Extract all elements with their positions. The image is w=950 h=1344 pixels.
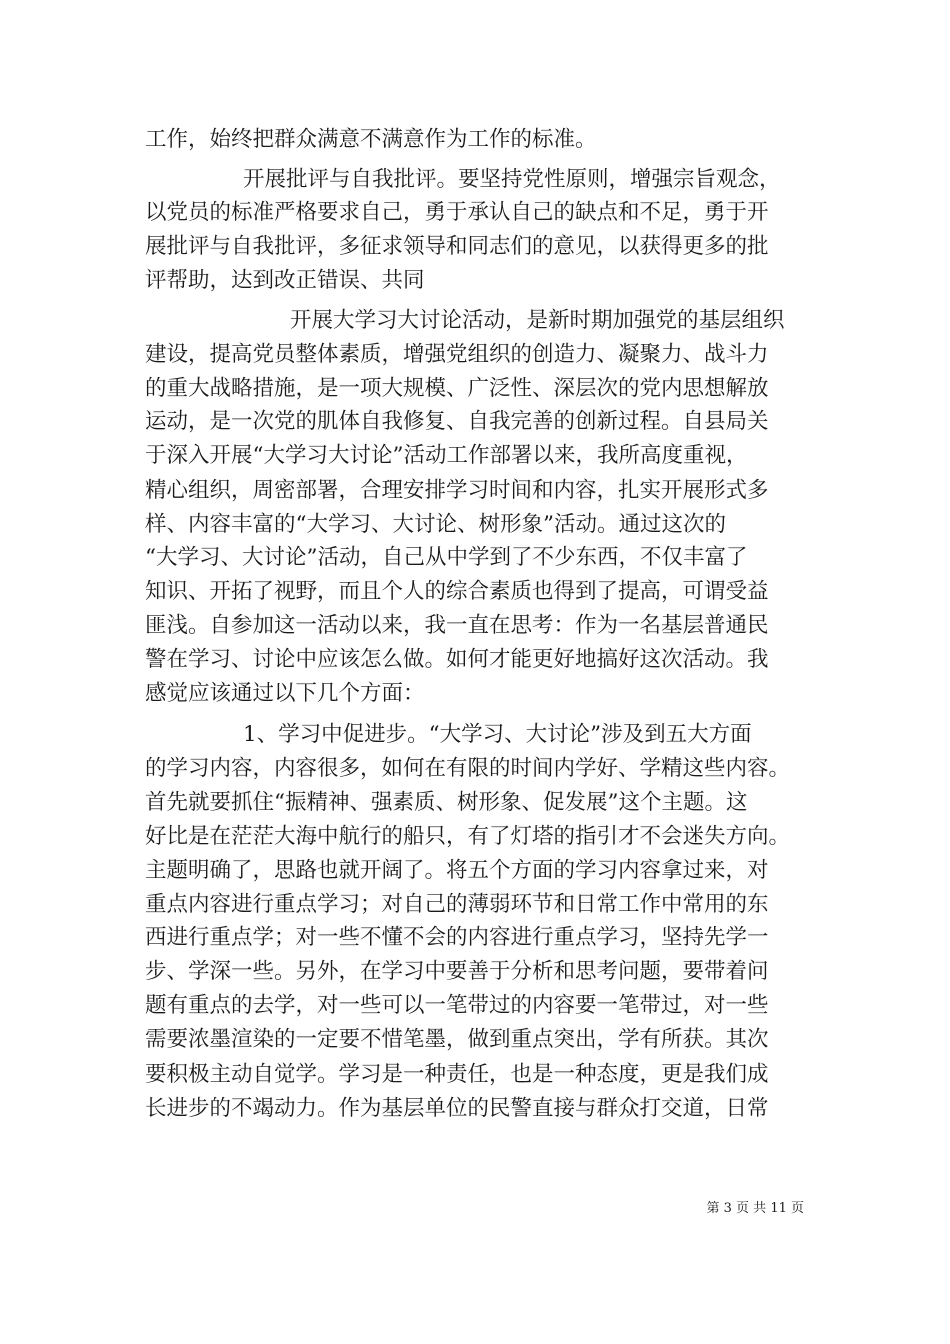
text-line: 要积极主动自觉学。学习是一种责任，也是一种态度，更是我们成 xyxy=(145,1062,769,1087)
text-line: 于深入开展“大学习大讨论”活动工作部署以来，我所高度重视， xyxy=(145,443,748,468)
text-line: 匪浅。自参加这一活动以来，我一直在思考：作为一名基层普通民 xyxy=(145,613,769,638)
text-line: 西进行重点学；对一些不懂不会的内容进行重点学习，坚持先学一 xyxy=(145,925,769,950)
text-line: 主题明确了，思路也就开阔了。将五个方面的学习内容拿过来，对 xyxy=(145,858,769,883)
text-line: 知识、开拓了视野，而且个人的综合素质也得到了提高，可谓受益 xyxy=(145,579,769,604)
text-line: 需要浓墨渲染的一定要不惜笔墨，做到重点突出，学有所获。其次 xyxy=(145,1027,769,1052)
text-line: 首先就要抓住“振精神、强素质、树形象、促发展”这个主题。这 xyxy=(145,790,748,815)
text-line: 评帮助，达到改正错误、共同 xyxy=(145,268,425,293)
text-line: 建设，提高党员整体素质，增强党组织的创造力、凝聚力、战斗力 xyxy=(145,342,769,367)
text-line: 以党员的标准严格要求自己，勇于承认自己的缺点和不足，勇于开 xyxy=(145,200,769,225)
text-line: 重点内容进行重点学习；对自己的薄弱环节和日常工作中常用的东 xyxy=(145,892,769,917)
text-line: 题有重点的去学，对一些可以一笔带过的内容要一笔带过，对一些 xyxy=(145,993,769,1018)
page-footer: 第 3 页 共 11 页 xyxy=(706,1201,804,1216)
text-line: 开展大学习大讨论活动，是新时期加强党的基层组织 xyxy=(290,308,785,333)
text-line: 1、学习中促进步。“大学习、大讨论”涉及到五大方面 xyxy=(243,722,752,747)
text-line: 长进步的不竭动力。作为基层单位的民警直接与群众打交道，日常 xyxy=(145,1096,769,1121)
text-line: 开展批评与自我批评。要坚持党性原则，增强宗旨观念， xyxy=(243,167,781,192)
text-line: 运动，是一次党的肌体自我修复、自我完善的创新过程。自县局关 xyxy=(145,409,769,434)
text-line: 展批评与自我批评，多征求领导和同志们的意见，以获得更多的批 xyxy=(145,234,769,259)
text-line: 感觉应该通过以下几个方面： xyxy=(145,681,425,706)
text-line: 好比是在茫茫大海中航行的船只，有了灯塔的指引才不会迷失方向。 xyxy=(145,824,791,849)
text-line: 精心组织，周密部署，合理安排学习时间和内容，扎实开展形式多 xyxy=(145,478,769,503)
text-line: 样、内容丰富的“大学习、大讨论、树形象”活动。通过这次的 xyxy=(145,512,726,537)
text-line: “大学习、大讨论”活动，自己从中学到了不少东西，不仅丰富了 xyxy=(145,545,748,570)
text-line: 警在学习、讨论中应该怎么做。如何才能更好地搞好这次活动。我 xyxy=(145,647,769,672)
text-line: 步、学深一些。另外，在学习中要善于分析和思考问题，要带着问 xyxy=(145,959,769,984)
text-line: 的学习内容，内容很多，如何在有限的时间内学好、学精这些内容。 xyxy=(145,756,791,781)
text-line: 工作，始终把群众满意不满意作为工作的标准。 xyxy=(145,127,597,152)
text-line: 的重大战略措施，是一项大规模、广泛性、深层次的党内思想解放 xyxy=(145,376,769,401)
